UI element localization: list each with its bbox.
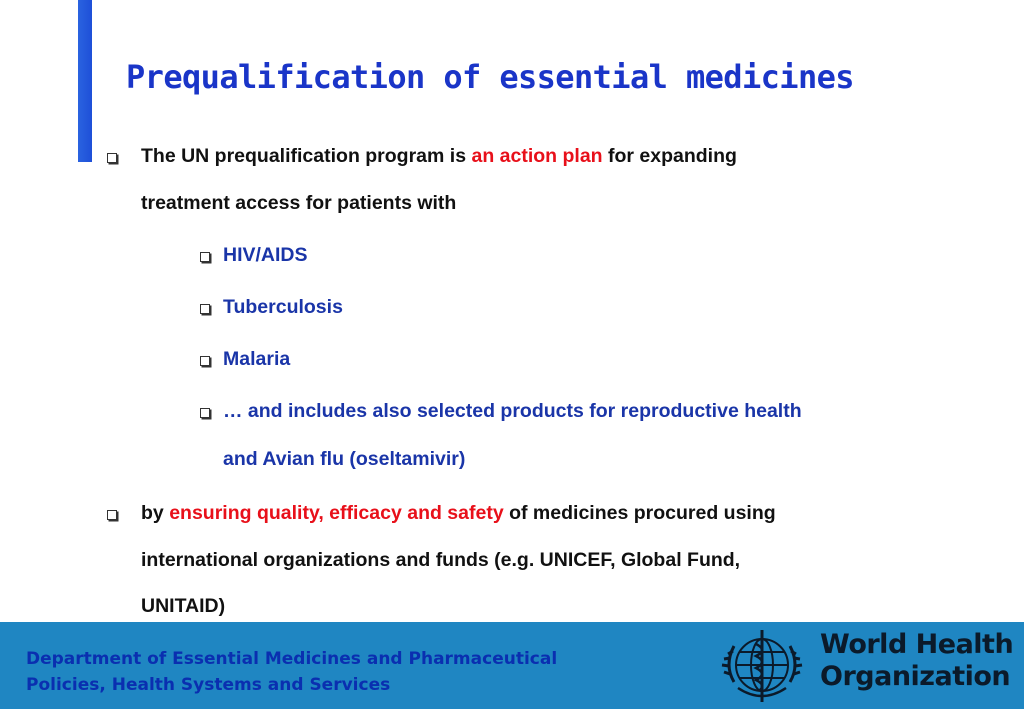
checkbox-bullet-icon [107,153,117,163]
who-emblem-icon [718,622,810,709]
bullet-1-line-2: treatment access for patients with [141,192,457,214]
accent-bar [78,0,92,162]
who-logo [718,622,1018,709]
bullet-2-line-3: UNITAID) [141,595,226,617]
subitem-malaria: Malaria [223,348,291,370]
department-name: Department of Essential Medicines and Pharmaceutical Policies, Health Systems and Services [26,649,558,695]
checkbox-bullet-icon [107,510,117,520]
bullet-2-line-2: international organizations and funds (e.g. UNICEF, Global Fund, [141,549,741,571]
highlight-action-plan: an action plan [471,145,603,167]
footer-bar [0,622,1024,709]
subitem-hiv-aids: HIV/AIDS [223,244,308,266]
checkbox-bullet-icon [200,252,210,262]
bullet-2-line-1: by ensuring quality, efficacy and safety of medicines procured using [141,502,776,524]
slide-title: Prequalification of essential medicines [126,58,854,96]
bullet-1-line-1: The UN prequalification program is an action plan for expanding [141,145,737,167]
checkbox-bullet-icon [200,304,210,314]
checkbox-bullet-icon [200,356,210,366]
subitem-reproductive-health: … and includes also selected products for reproductive health [223,400,802,422]
checkbox-bullet-icon [200,408,210,418]
who-wordmark: World Health Organization [820,629,1014,692]
subitem-tuberculosis: Tuberculosis [223,296,343,318]
highlight-quality-efficacy-safety: ensuring quality, efficacy and safety [169,502,504,524]
subitem-avian-flu: and Avian flu (oseltamivir) [223,448,466,470]
